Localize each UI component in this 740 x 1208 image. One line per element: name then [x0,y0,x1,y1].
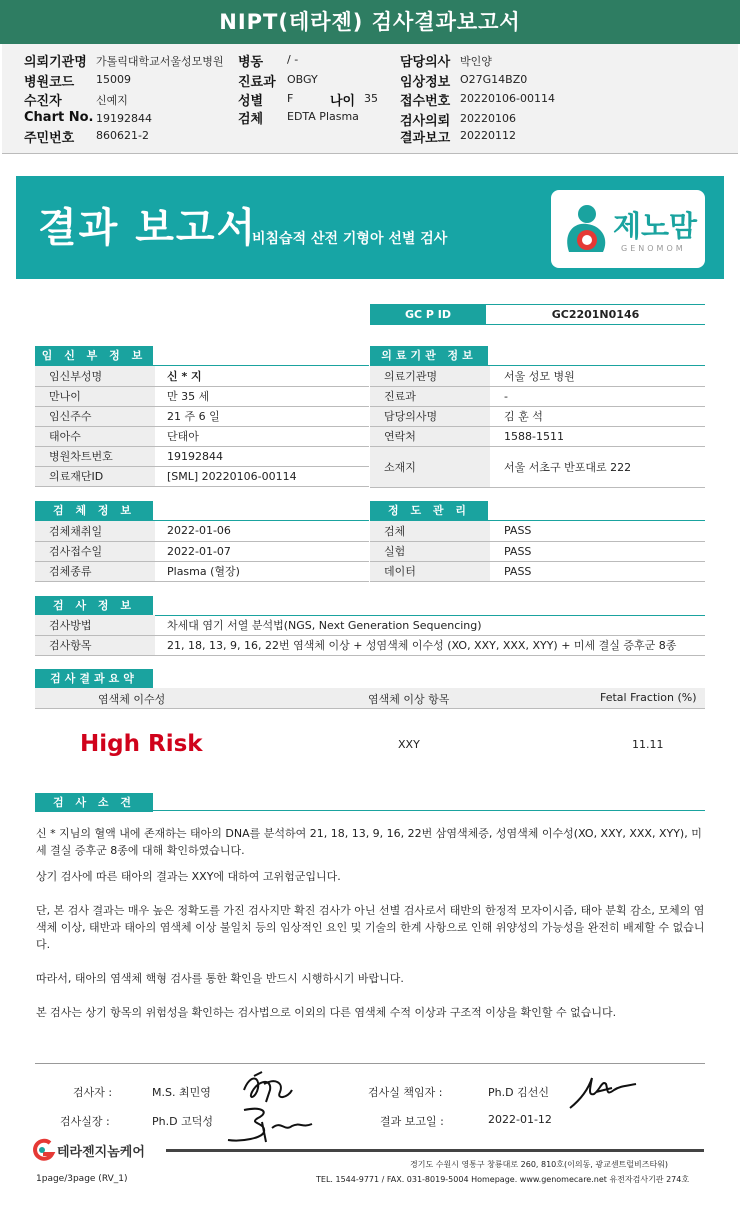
header-label: 병원코드 [24,75,75,90]
institution-table [370,366,705,488]
header-value: OBGY [287,73,318,86]
row-label: 임신주수 [35,406,155,426]
opinion-paragraph: 단, 본 검사 결과는 매우 높은 정확도를 가진 검사지만 확진 검사가 아닌 선별 검사로서 태반의 한정적 모자이시즘, 태아 분획 감소, 모체의 염색체 이상, 태반과 태아의 염색체 이상 불일치 등의 임상적인 요인 및 기술의 한계 사항으로 인해 위양성의 가능성을 완전히 배제할 수 없습니다. [36,904,705,951]
table-row [370,406,705,426]
report-title: NIPT(테라젠) 검사결과보고서 [0,0,740,44]
table-row [370,541,705,561]
banner-title: 결과 보고서 [38,205,258,251]
row-value: 2022-01-06 [155,521,369,541]
footer-contact: TEL. 1544-9771 / FAX. 031-8019-5004 Homepage. www.genomecare.net 유전자검사기관 274호 [316,1175,690,1184]
page-indicator: 1page/3page (RV_1) [36,1174,128,1184]
fetal-fraction-value: 11.11 [632,738,664,751]
table-row [35,426,369,446]
header-label: 담당의사 [400,55,451,70]
row-value: - [490,386,705,406]
summary-col-item: 염색체 이상 항목 [368,693,450,706]
report-date-label: 결과 보고일 : [380,1115,444,1128]
institution-section-tab: 의료기관 정보 [370,346,488,365]
table-row [370,366,705,386]
header-value: O27G14BZ0 [460,73,528,86]
logo-subtext: GENOMOM [621,244,686,253]
opinion-paragraph: 상기 검사에 따른 태아의 결과는 XXY에 대하여 고위험군입니다. [36,870,341,883]
row-value: PASS [490,521,705,541]
risk-result: High Risk [80,731,203,757]
table-row [370,521,705,541]
request-info-panel [2,44,738,154]
lab-head-signature [566,1070,642,1112]
row-label: 진료과 [370,386,490,406]
footer-address: 경기도 수원시 영통구 창룡대로 260, 810호(이의동, 광교센트럴비즈타워) [410,1160,669,1169]
table-row [35,446,369,466]
header-label: 접수번호 [400,94,451,109]
qc-section-tab: 정 도 관 리 [370,501,488,520]
test-table [35,615,705,656]
test-section-tab: 검 사 정 보 [35,596,153,615]
row-value: Plasma (혈장) [155,561,369,581]
specimen-table [35,521,369,582]
table-row [370,561,705,581]
row-label: 병원차트번호 [35,446,155,466]
gcp-id-value: GC2201N0146 [486,304,705,325]
header-value: 860621-2 [96,129,149,142]
header-label: 의뢰기관명 [24,55,87,70]
qc-table [370,521,705,582]
table-row [35,521,369,541]
table-row [35,386,369,406]
patient-table [35,366,369,487]
tester-label: 검사자 : [73,1086,113,1099]
header-value: 15009 [96,73,131,86]
age-label: 나이 [330,94,356,109]
table-row [35,635,705,655]
row-value: 2022-01-07 [155,541,369,561]
opinion-section-tab: 검 사 소 견 [35,793,153,812]
opinion-paragraph: 본 검사는 상기 항목의 위험성을 확인하는 검사법으로 이외의 다른 염색체 수적 이상과 구조적 이상을 확인할 수 없습니다. [36,1006,617,1019]
row-value: 차세대 염기 서열 분석법(NGS, Next Generation Sequencing) [155,615,705,635]
header-value: 19192844 [96,112,152,125]
chief-label: 검사실장 : [60,1115,110,1128]
row-label: 의료기관명 [370,366,490,386]
header-label: 임상정보 [400,75,451,90]
logo-mother-icon [559,200,615,260]
banner-subtitle: 비침습적 산전 기형아 선별 검사 [252,231,448,247]
header-value: F [287,92,294,105]
section-divider [35,810,705,811]
header-label: 주민번호 [24,131,75,146]
summary-col-aneuploidy: 염색체 이수성 [98,693,166,706]
table-row [35,561,369,581]
table-row [370,426,705,446]
header-label: 병동 [238,55,264,70]
header-value: 20220106-00114 [460,92,555,105]
tester-name: M.S. 최민영 [152,1086,211,1099]
company-logo-icon [30,1138,56,1162]
row-value: 김 훈 석 [490,406,705,426]
header-label: 진료과 [238,75,276,90]
row-label: 검사항목 [35,635,155,655]
row-label: 검체종류 [35,561,155,581]
specimen-section-tab: 검 체 정 보 [35,501,153,520]
row-value: PASS [490,561,705,581]
table-row [35,366,369,386]
summary-col-fraction: Fetal Fraction (%) [600,691,697,704]
header-value: EDTA Plasma [287,110,359,123]
row-label: 만나이 [35,386,155,406]
table-row [35,541,369,561]
header-label: 검사의뢰 [400,114,451,129]
row-label: 담당의사명 [370,406,490,426]
row-label: 데이터 [370,561,490,581]
row-value: 21, 18, 13, 9, 16, 22번 염색체 이상 + 성염색체 이수성 (XO, XXY, XXX, XYY) + 미세 결실 증후군 8종 [155,635,705,655]
header-value: 박인양 [460,55,492,68]
gcp-id-label: GC P ID [370,304,486,325]
header-label: 결과보고 [400,131,451,146]
summary-section-tab: 검사결과요약 [35,669,153,688]
row-value: [SML] 20220106-00114 [155,466,369,486]
opinion-paragraph: 따라서, 태아의 염색체 핵형 검사를 통한 확인을 반드시 시행하시기 바랍니다. [36,972,404,985]
table-row [370,446,705,487]
table-row [35,406,369,426]
row-value: 1588-1511 [490,426,705,446]
header-label: 수진자 [24,94,62,109]
row-value: 19192844 [155,446,369,466]
lab-head-name: Ph.D 김선신 [488,1086,549,1099]
row-value: 서울 서초구 반포대로 222 [490,446,705,487]
row-value: 만 35 세 [155,386,369,406]
header-label: Chart No. [24,110,94,125]
header-value: 20220106 [460,112,516,125]
header-value: 가톨릭대학교서울성모병원 [96,55,224,68]
company-name: 테라젠지놈케어 [57,1145,145,1160]
row-label: 의료재단ID [35,466,155,486]
header-value: / - [287,53,299,66]
header-label: 검체 [238,112,264,127]
footer-rule [166,1149,704,1152]
abnormal-item: XXY [398,738,420,751]
row-value: 신 * 지 [155,366,369,386]
lab-head-label: 검사실 책임자 : [368,1086,443,1099]
row-label: 태아수 [35,426,155,446]
header-value: 20220112 [460,129,516,142]
table-row [35,615,705,635]
header-value: 신예지 [96,94,128,107]
age-value: 35 [364,92,378,105]
row-label: 검체채취일 [35,521,155,541]
patient-section-tab: 임 신 부 정 보 [35,346,153,365]
chief-signature [222,1102,318,1146]
header-label: 성별 [238,94,264,109]
row-value: PASS [490,541,705,561]
report-date: 2022-01-12 [488,1113,552,1126]
row-value: 21 주 6 일 [155,406,369,426]
logo-text: 제노맘 [613,209,698,243]
row-label: 검체 [370,521,490,541]
row-label: 임신부성명 [35,366,155,386]
row-label: 검사방법 [35,615,155,635]
signature-divider [35,1063,705,1064]
table-row [35,466,369,486]
genomom-logo [551,190,705,268]
row-value: 서울 성모 병원 [490,366,705,386]
row-value: 단태아 [155,426,369,446]
chief-name: Ph.D 고덕성 [152,1115,213,1128]
opinion-paragraph: 신 * 지님의 혈액 내에 존재하는 태아의 DNA를 분석하여 21, 18, 13, 9, 16, 22번 삼염색체증, 성염색체 이수성(XO, XXY, XXX, XYY), 미세 결실 증후군 8종에 대해 확인하였습니다. [36,827,702,857]
result-banner [16,176,724,279]
row-label: 검사접수일 [35,541,155,561]
row-label: 연락처 [370,426,490,446]
row-label: 실험 [370,541,490,561]
row-label: 소재지 [370,446,490,487]
table-row [370,386,705,406]
